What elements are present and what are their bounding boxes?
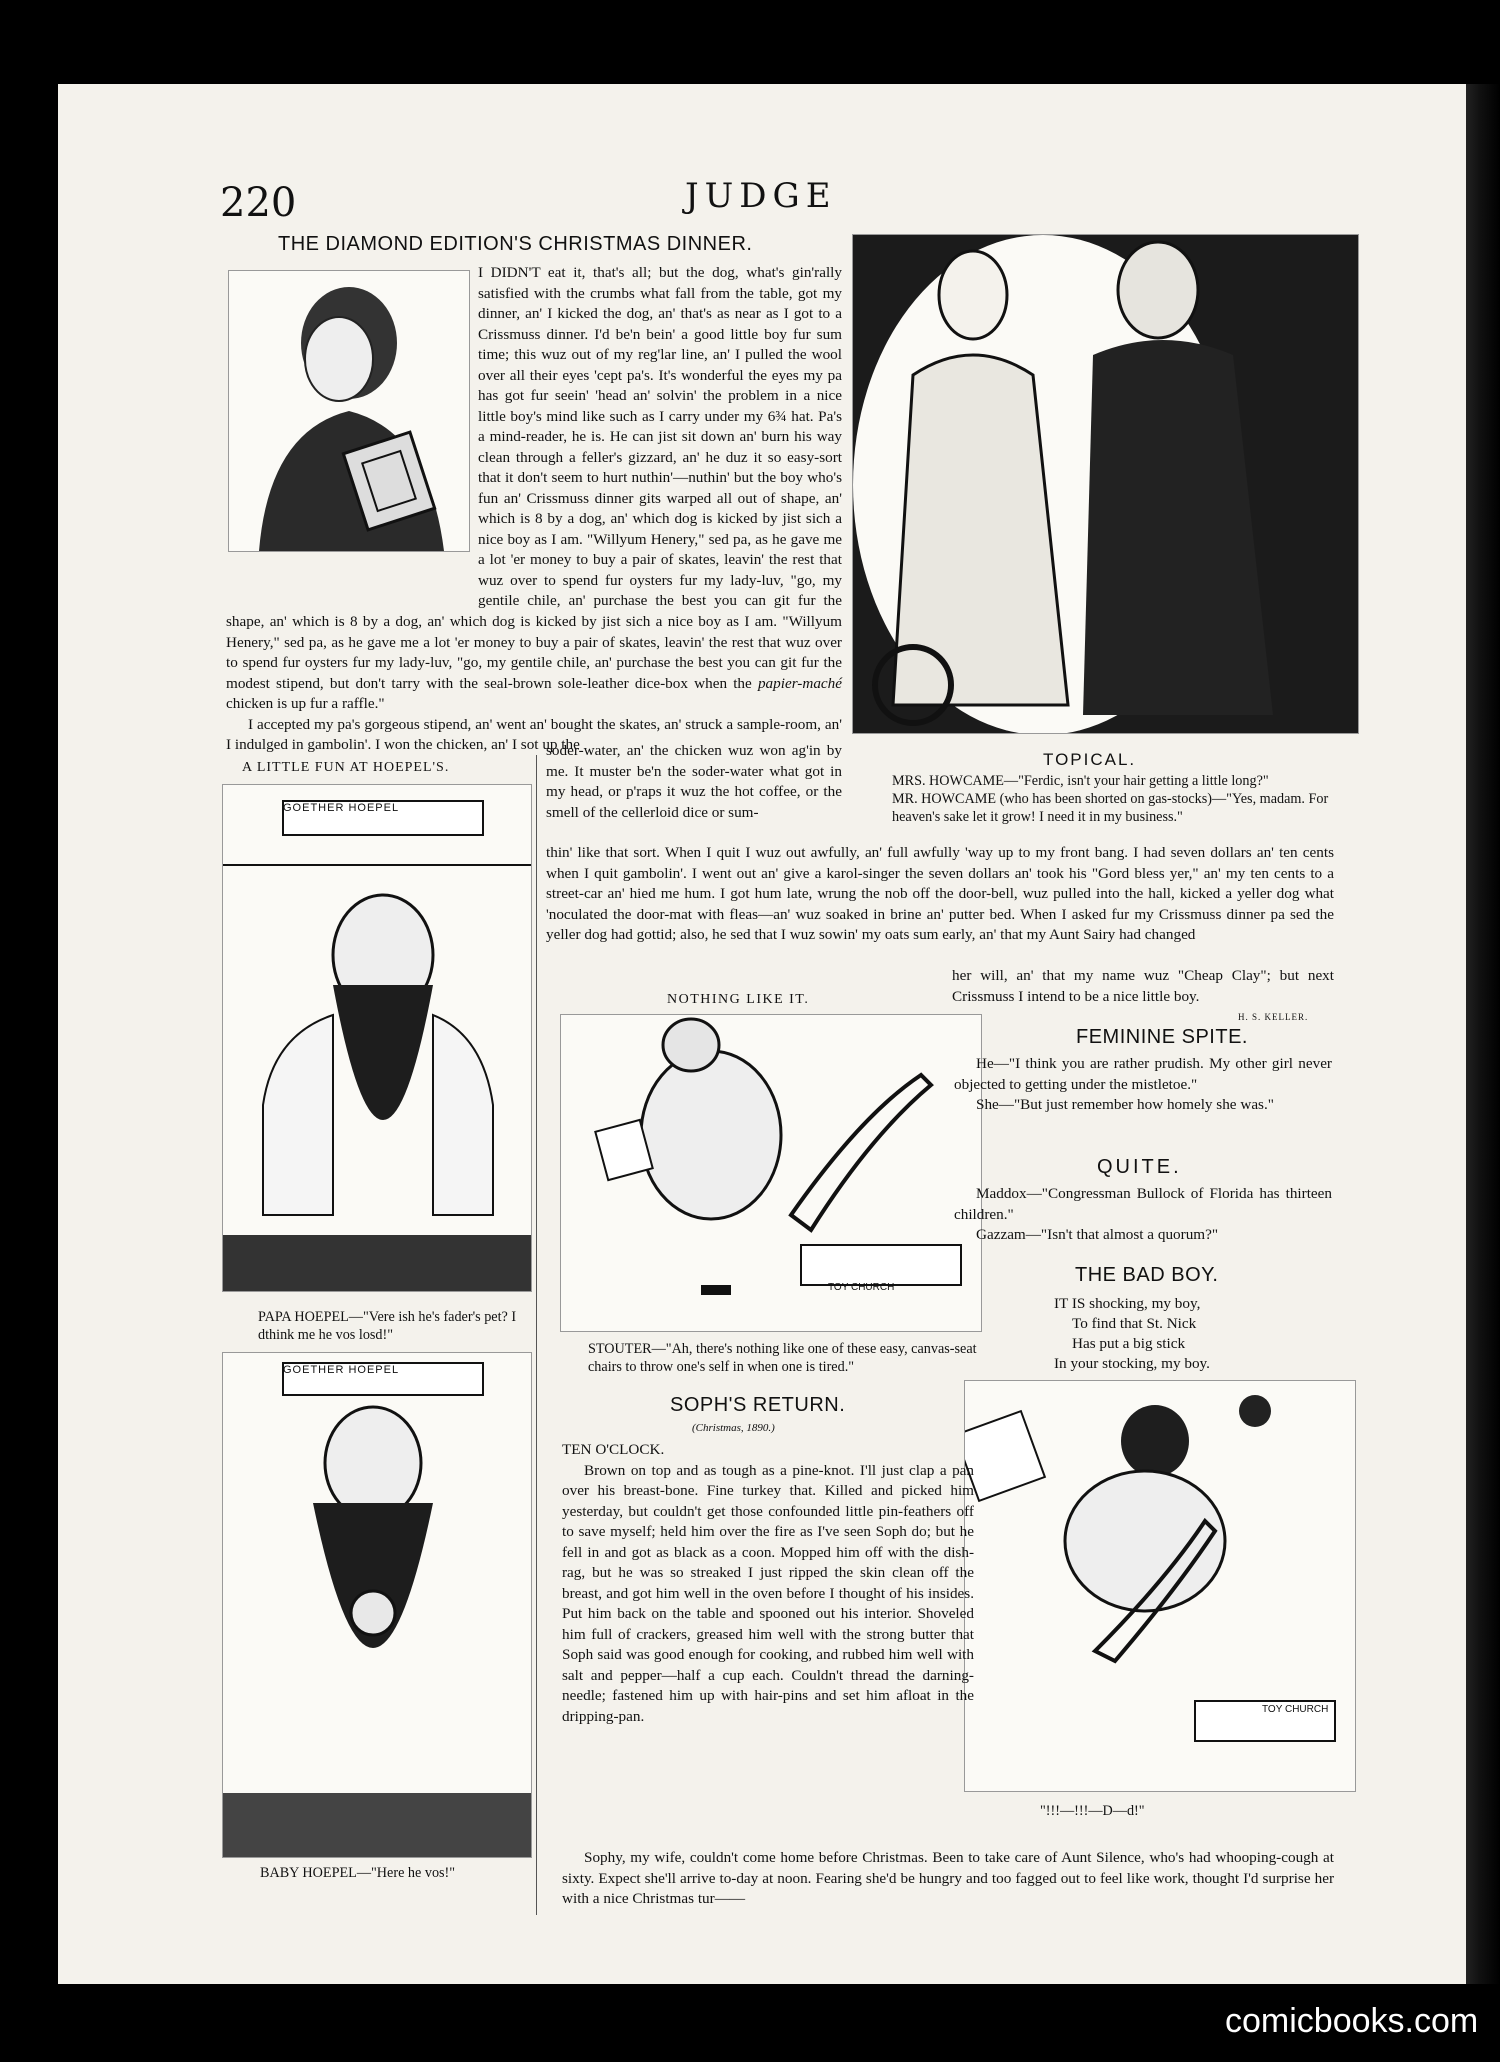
diamond-paragraph-2-final: her will, an' that my name wuz "Cheap Clay"; but next Crissmuss I intend to be a nice little boy. <box>952 967 1334 1005</box>
soph-paragraph-1: Brown on top and as tough as a pine-knot. I'll just clap a pan over his breast-bone. Fine turkey that. Killed and picked him yesterday, but couldn't get those confounded little pin-feathers off to save myself; held him over the fire as I've seen Soph do; but he fell in and got as black as a coon. Mopped him off with the dish-rag, but he was so streaked I just ripped the skin clean off the breast, and got him well in the oven before I thought of his insides. Put him back on the table and spooned out his interior. Shoveled him full of crackers, greased him well with the strong butter that Soph said was good enough for cooking, and rubbed him well with salt and pepper—half a cup each. Couldn't thread the darning-needle; fastened him up with hair-pins and set him afloat in the dripping-pan. <box>562 1461 974 1725</box>
badboy-verse-line: To find that St. Nick <box>1072 1315 1197 1332</box>
spite-body <box>954 1054 1332 1116</box>
quite-body <box>954 1184 1332 1246</box>
badboy-verse-line: IT IS shocking, my boy, <box>1054 1295 1201 1312</box>
topical-line-2: MR. HOWCAME (who has been shorted on gas-stocks)—"Yes, madam. For heaven's sake let it grow! I need it in my business." <box>892 791 1329 825</box>
column-rule <box>536 755 537 1915</box>
badboy-caption: "!!!—!!!—D—d!" <box>1040 1803 1145 1819</box>
boy-with-book-illustration <box>228 270 470 552</box>
diamond-text-wide <box>226 612 842 756</box>
quite-line-2: Gazzam—"Isn't that almost a quorum?" <box>976 1226 1219 1243</box>
watermark: comicbooks.com <box>1225 2002 1479 2040</box>
soph-paragraph-2: Sophy, my wife, couldn't come home before Christmas. Been to take care of Aunt Silence, who's had whooping-cough at sixty. Expect she'll arrive to-day at noon. Fearing she'd be hungry and too fagged out to feel like work, thought I'd surprise her with a nice Christmas tur—— <box>562 1849 1334 1907</box>
soph-dateline: TEN O'CLOCK. <box>562 1441 665 1458</box>
baby-hoepel-illustration <box>222 1352 532 1858</box>
diamond-paragraph-2-end: thin' like that sort. When I quit I wuz out awfully, an' full awfully 'way up to my front bang. I had seven dollars an' ten cents when I quit gambolin'. I went out an' give a karol-singer the seven dollars an' took his "Gord bless yer," an' my ten cents to a street-car an' hied me hum. I got hum late, wrung the nob off the door-bell, wuz pulled into the hall, kicked a yeller dog what 'noculated the door-mat with fleas—an' wuz soaked in brine an' putter bed. When I asked fur my Crissmuss dinner pa sed the yeller dog had gottid; also, he sed that I wuz sowin' my oats sum early, an' that my Aunt Sairy had changed <box>546 844 1334 943</box>
quite-line-1: Maddox—"Congressman Bullock of Florida has thirteen children." <box>954 1185 1332 1223</box>
soph-subtitle: (Christmas, 1890.) <box>692 1422 775 1434</box>
baby-hoepel-caption: BABY HOEPEL—"Here he vos!" <box>260 1865 456 1881</box>
diamond-paragraph-2-start: I accepted my pa's gorgeous stipend, an' went an' bought the skates, an' struck a sample-room, an' I indulged in gambolin'. I won the chicken, an' I sot up the <box>226 715 842 753</box>
quite-title: QUITE. <box>1097 1156 1182 1178</box>
papa-hoepel-caption: PAPA HOEPEL—"Vere ish he's fader's pet? I dthink me he vos losd!" <box>258 1309 517 1343</box>
nothing-box-label: TOY CHURCH <box>828 1282 895 1293</box>
hoepel-title: A LITTLE FUN AT HOEPEL'S. <box>242 760 450 775</box>
diamond-text-top <box>478 263 842 611</box>
diamond-title: THE DIAMOND EDITION'S CHRISTMAS DINNER. <box>278 233 753 255</box>
topical-title: TOPICAL. <box>1043 750 1137 769</box>
binding-shadow <box>1466 84 1500 1984</box>
spite-he: He—"I think you are rather prudish. My other girl never objected to getting under the mistletoe." <box>954 1055 1332 1093</box>
diamond-paragraph-1-part-a: I DIDN'T eat it, that's all; but the dog, what's gin'rally satisfied with the crumbs what fall from the table, got my dinner, an' I kicked the dog, an' that's as near as I got to a Crissmuss dinner. I'd be'n bein' a good little boy fur sum time; this wuz out of my reg'lar line, an' I pulled the wool over all their eyes 'cept pa's. It's wonderful the eyes my pa has got fur seein' 'head an' solvin' the problem in a nice little boy's mind like such as I carry under my 6¾ hat. Pa's a mind-reader, he is. He can jist sit down an' burn his way clean through a feller's gizzard, an' he duz it so easy-sort that it don't seem to hurt nuthin'—nuthin' but the boy who's fun an' Crissmuss dinner gits warped all out of shape, an' which is 8 by a dog, an' which dog is kicked by jist sich a nice boy as I am. "Willyum Henery," sed pa, as he gave me a lot 'er money to buy a pair of skates, leavin' the rest that wuz over to spend fur oysters fur my lady-luv, "go, my gentile chile, an' purchase the best you can git fur the <box>478 264 842 609</box>
diamond-author: H. S. KELLER. <box>1238 1012 1309 1022</box>
diamond-text-narrow <box>546 741 842 823</box>
masthead: JUDGE <box>685 176 837 216</box>
badboy-verse <box>1054 1294 1334 1374</box>
badboy-illustration <box>964 1380 1356 1792</box>
badboy-box-label: TOY CHURCH <box>1262 1704 1329 1715</box>
soph-body-wide <box>562 1848 1334 1910</box>
diamond-paragraph-2-middle: soder-water, an' the chicken wuz won ag'in by me. It muster be'n the soder-water what got in my head, or p'raps it wuz the hot coffee, or the smell of the cellerloid dice or sum- <box>546 742 842 821</box>
papa-hoepel-illustration <box>222 784 532 1292</box>
nothing-title: NOTHING LIKE IT. <box>667 992 810 1007</box>
soph-title: SOPH'S RETURN. <box>670 1394 846 1416</box>
topical-caption <box>892 772 1332 826</box>
stouter-caption: STOUTER—"Ah, there's nothing like one of these easy, canvas-seat chairs to throw one's self in when one is tired." <box>588 1341 977 1375</box>
soph-body <box>562 1440 974 1727</box>
diamond-text-bottom <box>546 843 1334 946</box>
papa-hoepel-sign: GOETHER HOEPEL <box>283 802 400 814</box>
badboy-verse-line: In your stocking, my boy. <box>1054 1355 1210 1372</box>
diamond-text-last-lines <box>952 966 1334 1007</box>
spite-she: She—"But just remember how homely she was." <box>976 1096 1274 1113</box>
stouter-illustration <box>560 1014 982 1332</box>
topical-illustration <box>852 234 1359 734</box>
page-number: 220 <box>220 180 297 226</box>
badboy-title: THE BAD BOY. <box>1075 1264 1219 1286</box>
badboy-verse-line: Has put a big stick <box>1072 1335 1186 1352</box>
diamond-paragraph-1-part-b: shape, an' which is 8 by a dog, an' which dog is kicked by jist sich a nice boy as I am. "Willyum Henery," sed pa, as he gave me a lot 'er money to buy a pair of skates, leavin' the rest that wuz over to spend fur oysters fur my lady-luv, "go, my gentile chile, an' purchase the best you can git fur the modest stipend, but don't tarry with the seal-brown sole-leather dice-box when the papier-maché chicken is up fur a raffle." <box>226 613 842 712</box>
baby-hoepel-sign: GOETHER HOEPEL <box>283 1364 400 1376</box>
spite-title: FEMININE SPITE. <box>1076 1026 1248 1048</box>
topical-line-1: MRS. HOWCAME—"Ferdic, isn't your hair getting a little long?" <box>892 773 1269 789</box>
